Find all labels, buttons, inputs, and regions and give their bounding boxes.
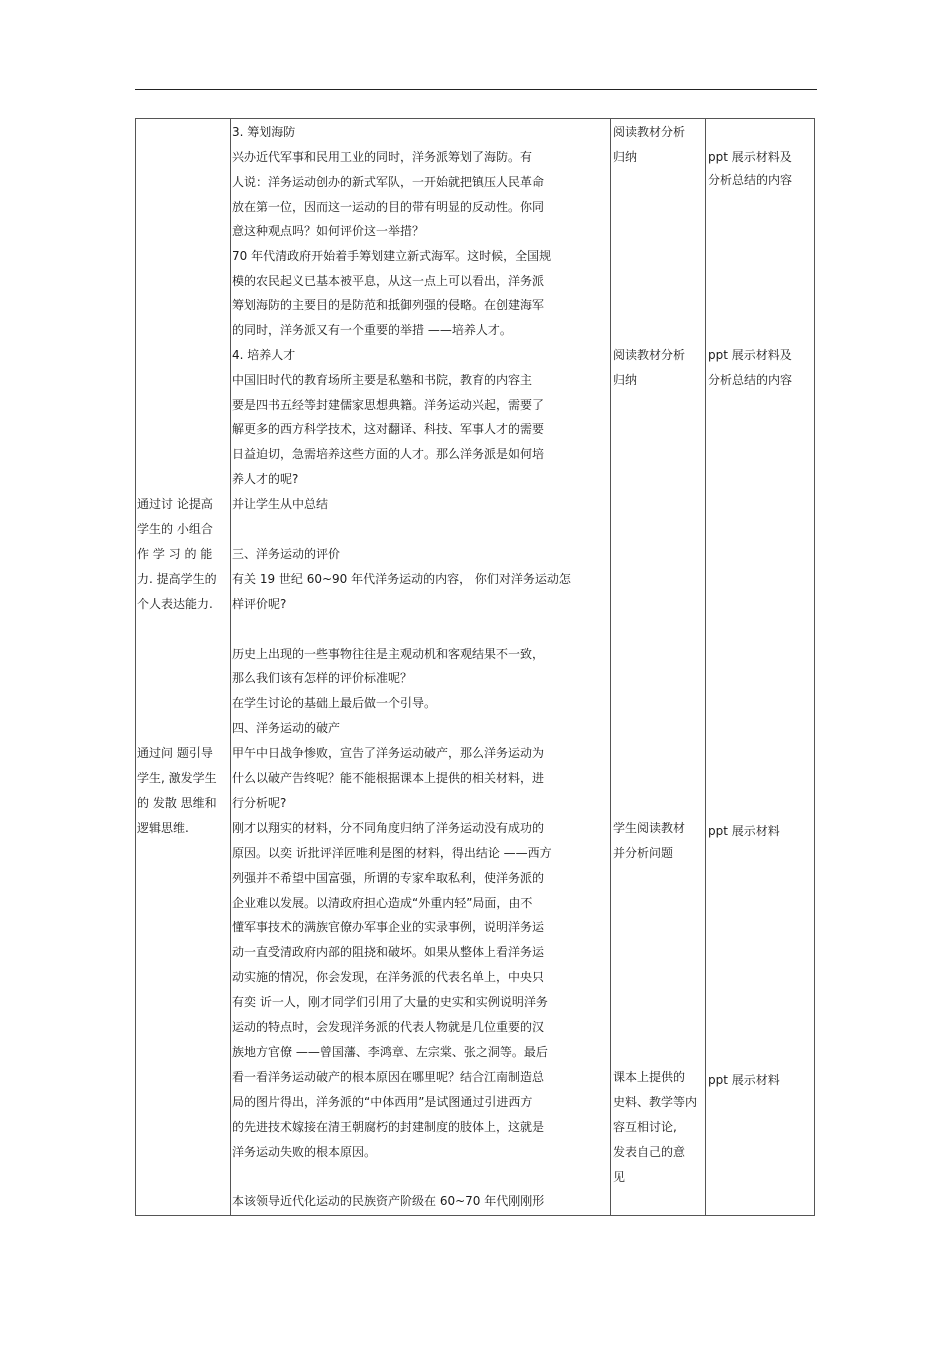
- activity-line: 史料、教学等内: [613, 1095, 698, 1109]
- content-line: 意这种观点吗？如何评价这一举措？: [232, 224, 425, 238]
- content-line: 列强并不希望中国富强，所谓的专家牟取私利，使洋务派的: [232, 871, 545, 885]
- media-line: ppt 展示材料: [708, 824, 780, 838]
- content-line: 人说：洋务运动创办的新式军队，一开始就把镇压人民革命: [232, 175, 545, 189]
- content-line: 局的图片得出，洋务派的“中体西用”是试图通过引进西方: [232, 1095, 533, 1109]
- content-line: 日益迫切，急需培养这些方面的人才。那么洋务派是如何培: [232, 447, 545, 461]
- activity-line: 并分析问题: [613, 846, 674, 860]
- content-line: 动实施的情况，你会发现，在洋务派的代表名单上，中央只: [232, 970, 545, 984]
- content-line: 那么我们该有怎样的评价标准呢？: [232, 671, 413, 685]
- content-line: 中国旧时代的教育场所主要是私塾和书院，教育的内容主: [232, 373, 533, 387]
- content-line: 历史上出现的一些事物往往是主观动机和客观结果不一致，: [232, 647, 545, 661]
- content-line: 的先进技术嫁接在清王朝腐朽的封建制度的肢体上，这就是: [232, 1120, 545, 1134]
- content-line: 有奕 䜣一人，刚才同学们引用了大量的史实和实例说明洋务: [232, 995, 548, 1009]
- content-line: 懂军事技术的满族官僚办军事企业的实录事例，说明洋务运: [232, 920, 545, 934]
- content-line: 看一看洋务运动破产的根本原因在哪里呢？结合江南制造总: [232, 1070, 545, 1084]
- content-line: 本该领导近代化运动的民族资产阶级在 60~70 年代刚刚形: [232, 1194, 545, 1208]
- intent-line: 通过讨 论提高: [137, 497, 213, 511]
- activity-line: 阅读教材分析: [613, 348, 686, 362]
- content-line: 甲午中日战争惨败，宣告了洋务运动破产，那么洋务运动为: [232, 746, 545, 760]
- activity-line: 见: [613, 1170, 626, 1184]
- content-heading: 三、洋务运动的评价: [232, 547, 341, 561]
- content-heading: 四、洋务运动的破产: [232, 721, 341, 735]
- content-line: 动一直受清政府内部的阻挠和破坏。如果从整体上看洋务运: [232, 945, 545, 959]
- content-line: 兴办近代军事和民用工业的同时，洋务派筹划了海防。有: [232, 150, 533, 164]
- content-heading: 4. 培养人才: [232, 348, 296, 362]
- content-line: 原因。以奕 䜣批评洋匠唯利是图的材料，得出结论 ——西方: [232, 846, 552, 860]
- content-line: 并让学生从中总结: [232, 497, 329, 511]
- content-line: 有关 19 世纪 60~90 年代洋务运动的内容， 你们对洋务运动怎: [232, 572, 571, 586]
- content-line: 养人才的呢?: [232, 472, 299, 486]
- content-line: 在学生讨论的基础上最后做一个引导。: [232, 696, 437, 710]
- content-line: 样评价呢?: [232, 597, 287, 611]
- intent-line: 通过问 题引导: [137, 746, 213, 760]
- activity-line: 归纳: [613, 150, 638, 164]
- content-heading: 3. 筹划海防: [232, 125, 296, 139]
- media-line: ppt 展示材料及: [708, 348, 792, 362]
- activity-line: 学生阅读教材: [613, 821, 686, 835]
- column-divider: [230, 118, 231, 1216]
- content-line: 70 年代清政府开始着手筹划建立新式海军。这时候，全国规: [232, 249, 552, 263]
- content-line: 运动的特点时，会发现洋务派的代表人物就是几位重要的汉: [232, 1020, 545, 1034]
- media-line: 分析总结的内容: [708, 173, 793, 187]
- intent-line: 逻辑思维.: [137, 821, 189, 835]
- column-divider: [610, 118, 611, 1216]
- content-line: 筹划海防的主要目的是防范和抵御列强的侵略。在创建海军: [232, 298, 545, 312]
- content-line: 要是四书五经等封建儒家思想典籍。洋务运动兴起，需要了: [232, 398, 545, 412]
- content-line: 模的农民起义已基本被平息，从这一点上可以看出，洋务派: [232, 274, 545, 288]
- activity-line: 阅读教材分析: [613, 125, 686, 139]
- intent-line: 学生的 小组合: [137, 522, 213, 536]
- column-divider: [705, 118, 706, 1216]
- media-line: 分析总结的内容: [708, 373, 793, 387]
- content-line: 什么以破产告终呢？能不能根据课本上提供的相关材料，进: [232, 771, 545, 785]
- content-line: 洋务运动失败的根本原因。: [232, 1145, 377, 1159]
- content-line: 企业难以发展。以清政府担心造成“外重内轻”局面，由不: [232, 896, 533, 910]
- media-line: ppt 展示材料: [708, 1073, 780, 1087]
- content-line: 族地方官僚 ——曾国藩、李鸿章、左宗棠、张之洞等。最后: [232, 1045, 548, 1059]
- content-line: 解更多的西方科学技术，这对翻译、科技、军事人才的需要: [232, 422, 545, 436]
- activity-line: 归纳: [613, 373, 638, 387]
- intent-line: 的 发散 思维和: [137, 796, 217, 810]
- content-line: 的同时，洋务派又有一个重要的举措 ——培养人才。: [232, 323, 512, 337]
- intent-line: 学生, 激发学生: [137, 771, 217, 785]
- header-rule: [135, 89, 817, 90]
- intent-line: 个人表达能力.: [137, 597, 213, 611]
- activity-line: 发表自己的意: [613, 1145, 686, 1159]
- activity-line: 课本上提供的: [613, 1070, 686, 1084]
- intent-line: 作 学 习 的 能: [137, 547, 213, 561]
- content-line: 放在第一位，因而这一运动的目的带有明显的反动性。你同: [232, 200, 545, 214]
- intent-line: 力. 提高学生的: [137, 572, 217, 586]
- media-line: ppt 展示材料及: [708, 150, 792, 164]
- content-line: 刚才以翔实的材料，分不同角度归纳了洋务运动没有成功的: [232, 821, 545, 835]
- content-line: 行分析呢?: [232, 796, 287, 810]
- activity-line: 容互相讨论,: [613, 1120, 677, 1134]
